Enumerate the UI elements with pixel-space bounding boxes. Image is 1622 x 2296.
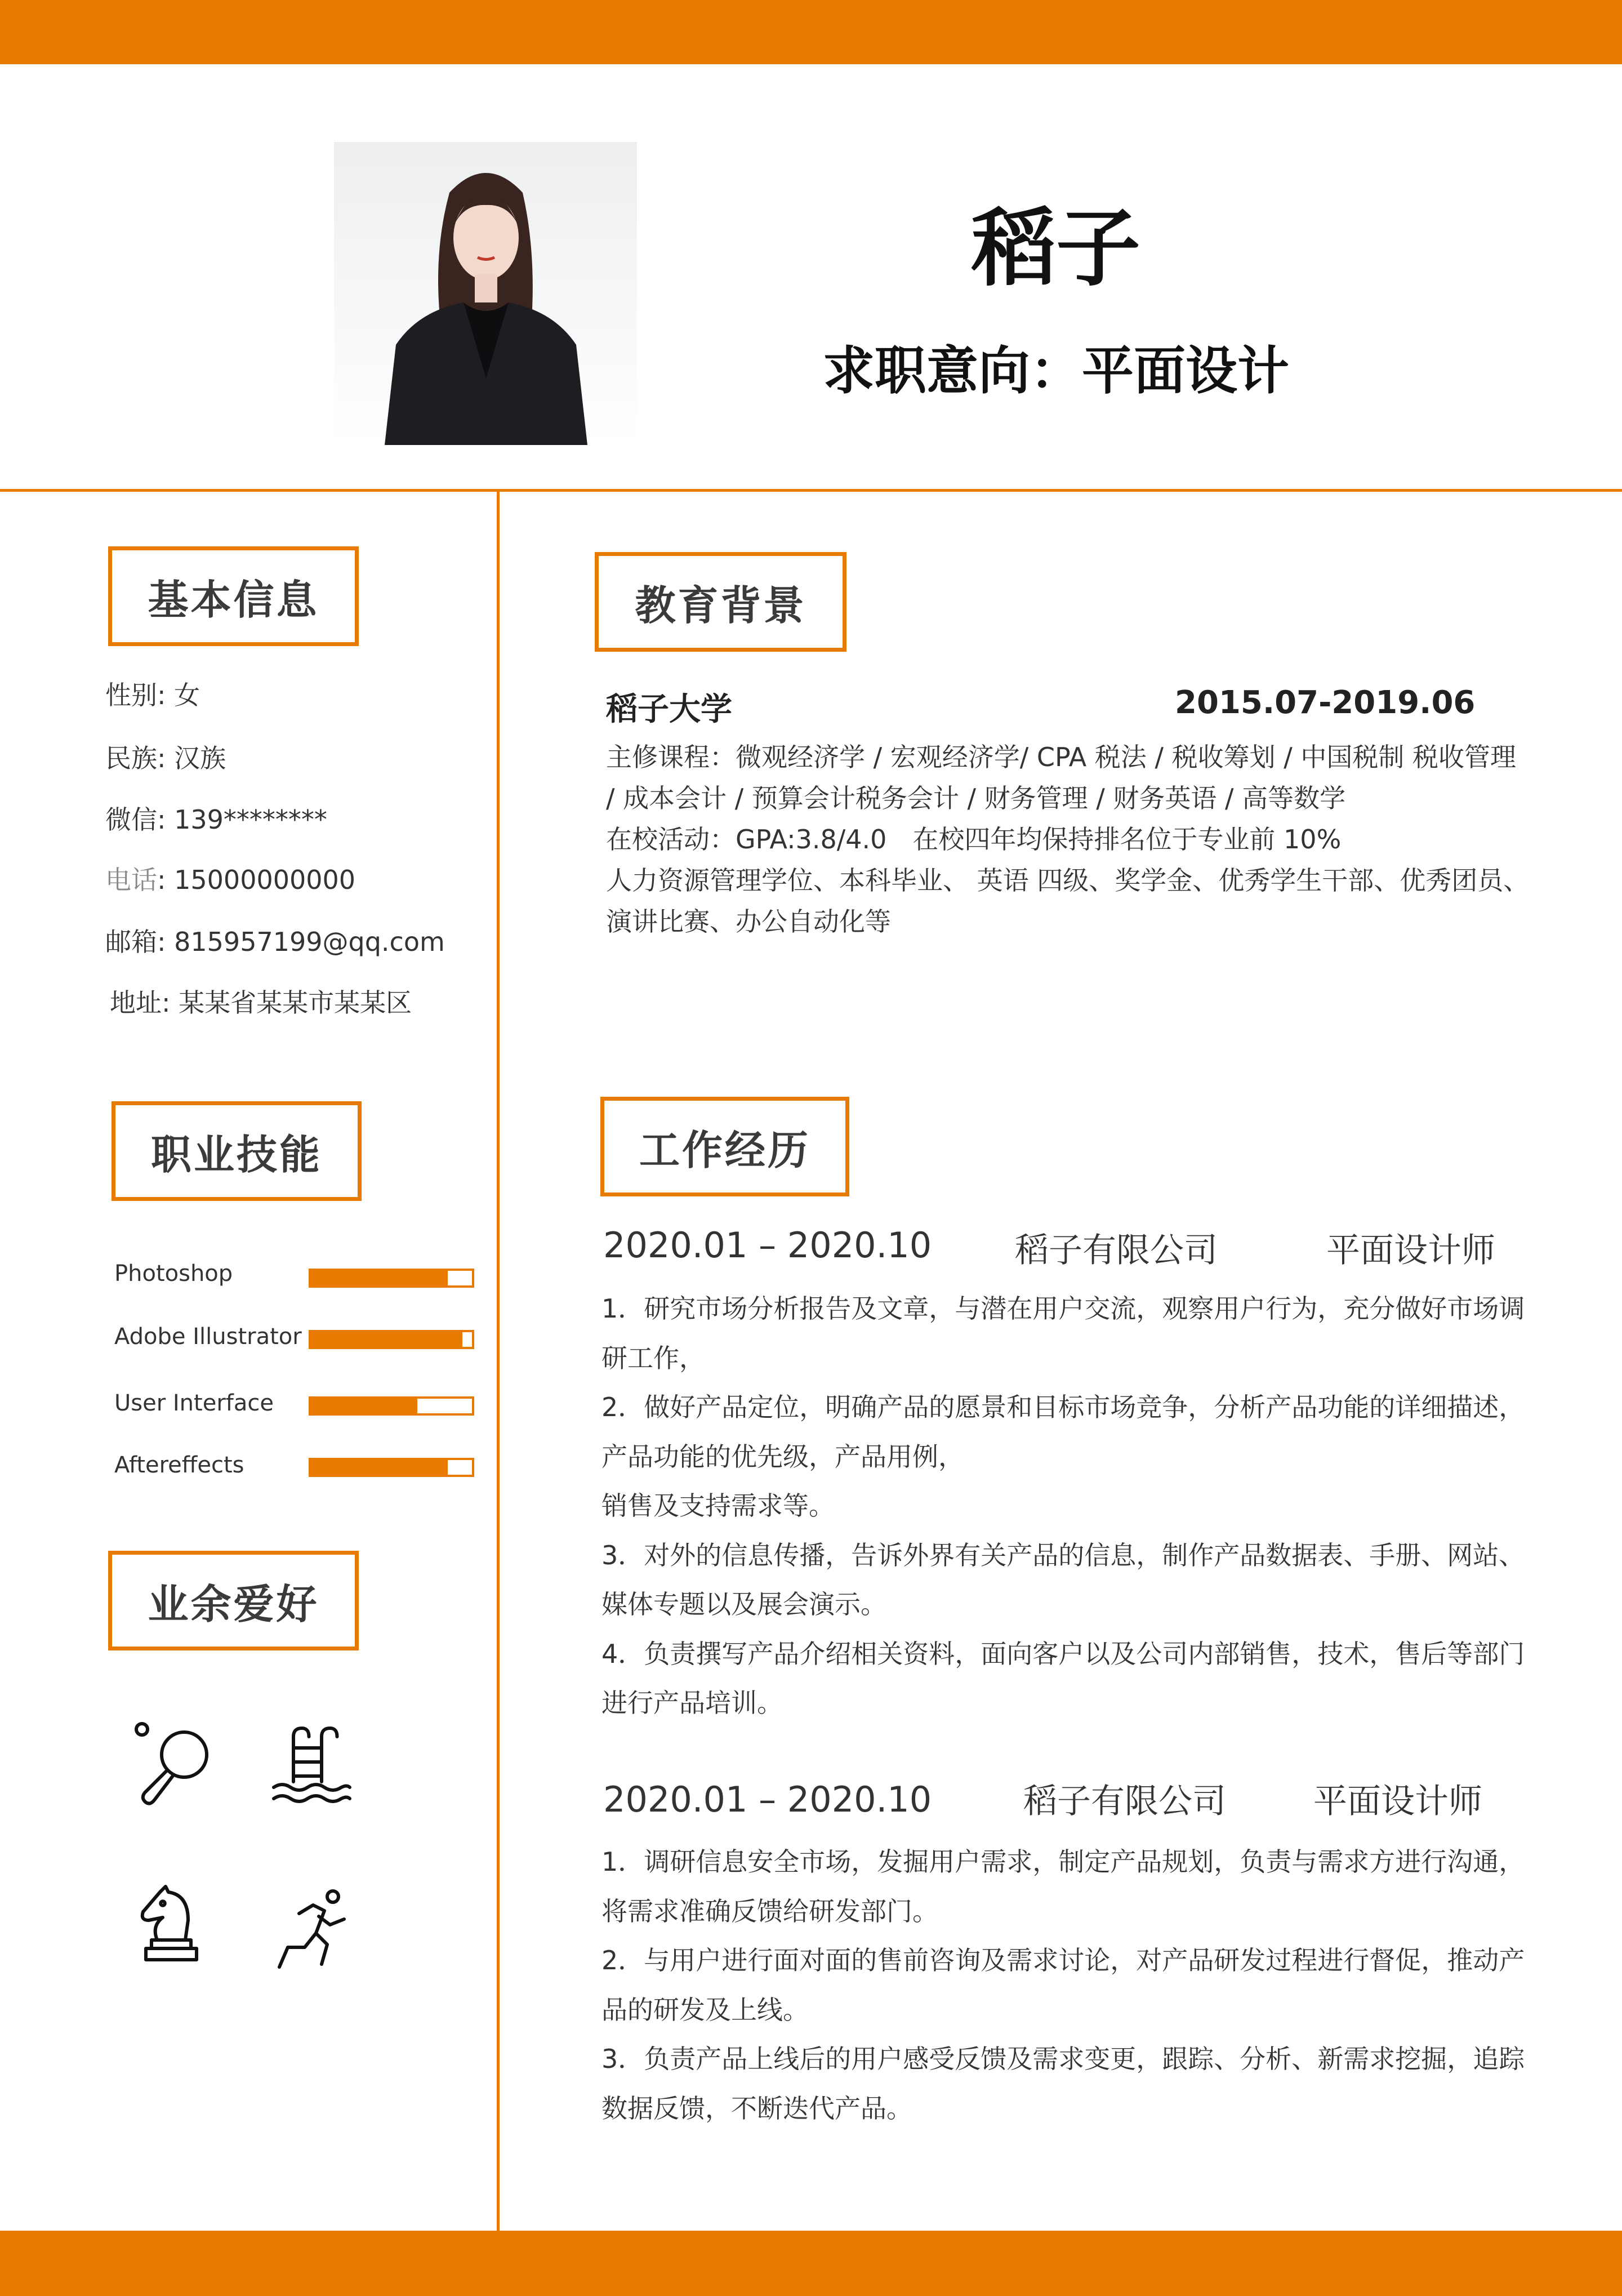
skill-label: User Interface [114,1390,274,1416]
section-title-hobbies: 业余爱好 [108,1551,359,1650]
info-gender: 性别: 女 [105,680,200,710]
column-divider [497,491,500,2231]
skill-bar-user-interface [309,1396,474,1416]
section-title-education: 教育背景 [595,552,846,652]
skill-bar-photoshop [309,1269,474,1288]
info-email: 邮箱: 815957199@qq.com [105,927,445,957]
info-label: 电话 [105,865,157,895]
job-period: 2020.01 – 2020.10 [603,1779,932,1820]
skill-bar-aftereffects [309,1458,474,1477]
school-name: 稻子大学 [606,691,732,728]
info-value: 某某省某某市某某区 [179,987,412,1018]
section-title-work: 工作经历 [600,1097,849,1196]
skill-bar-illustrator [309,1330,474,1349]
swimming-icon [265,1720,355,1810]
top-accent-bar [0,0,1622,64]
education-activities: 在校活动：GPA:3.8/4.0 在校四年均保持排名位于专业前 10% [606,824,1342,855]
ping-pong-icon [131,1718,221,1808]
info-address: 地址: 某某省某某市某某区 [110,987,412,1018]
info-phone: 电话: 15000000000 [105,865,356,895]
job-intention: 求职意向：平面设计 [822,341,1289,401]
header-divider [0,489,1622,492]
skill-fill [311,1271,448,1285]
info-wechat: 微信: 139******** [105,804,327,835]
job-title: 平面设计师 [1313,1782,1482,1821]
skill-fill [311,1399,417,1413]
section-title-basic-info: 基本信息 [108,546,359,646]
info-label: 民族 [105,743,157,773]
info-label: 地址 [110,987,162,1018]
job-company: 稻子有限公司 [1015,1231,1218,1270]
info-value: 15000000000 [174,865,356,895]
candidate-name: 稻子 [971,200,1140,298]
skill-label: Adobe Illustrator [114,1324,302,1350]
info-label: 邮箱 [105,927,157,957]
education-courses: 主修课程：微观经济学 / 宏观经济学/ CPA 税法 / 税收筹划 / 中国税制 税收管理 / 成本会计 / 预算会计税务会计 / 财务管理 / 财务英语 / 高等数学 [606,742,1516,813]
job-company: 稻子有限公司 [1023,1782,1226,1821]
skill-label: Photoshop [114,1261,233,1287]
running-icon [268,1885,358,1975]
info-value: 815957199@qq.com [174,927,445,957]
info-label: 性别 [105,680,157,710]
education-details [606,737,1530,942]
skill-label: Aftereffects [114,1452,244,1478]
job-responsibilities: 1．研究市场分析报告及文章，与潜在用户交流，观察用户行为，充分做好市场调研工作， 2．做好产品定位，明确产品的愿景和目标市场竞争，分析产品功能的详细描述，产品功能的优先级，产品用例， 销售及支持需求等。 3．对外的信息传播，告诉外界有关产品的信息，制作产品数据表、手册、网站、媒体专题以及展会演示。 4．负责撰写产品介绍相关资料，面向客户以及公司内部销售，技术，售后等部门进行产品培训。 [601,1293,1525,1718]
chess-knight-icon [126,1878,216,1968]
info-ethnicity: 民族: 汉族 [105,743,226,773]
job-responsibilities: 1．调研信息安全市场，发掘用户需求，制定产品规划，负责与需求方进行沟通，将需求准确反馈给研发部门。 2．与用户进行面对面的售前咨询及需求讨论，对产品研发过程进行督促，推动产品的研发及上线。 3．负责产品上线后的用户感受反馈及需求变更，跟踪、分析、新需求挖掘，追踪数据反馈，不断迭代产品。 [601,1846,1525,2124]
info-value: 女 [174,680,200,710]
skill-fill [311,1460,448,1475]
job-title: 平面设计师 [1326,1231,1495,1270]
skill-fill [311,1332,462,1347]
job-period: 2020.01 – 2020.10 [603,1225,932,1266]
info-value: 139******** [174,804,327,835]
info-value: 汉族 [174,743,226,773]
info-label: 微信 [105,804,157,835]
profile-photo [334,142,637,445]
education-period: 2015.07-2019.06 [1175,684,1476,721]
bottom-accent-bar [0,2231,1622,2296]
education-honors: 人力资源管理学位、本科毕业、 英语 四级、奖学金、优秀学生干部、优秀团员、演讲比赛、办公自动化等 [606,865,1530,937]
section-title-skills: 职业技能 [112,1101,362,1201]
